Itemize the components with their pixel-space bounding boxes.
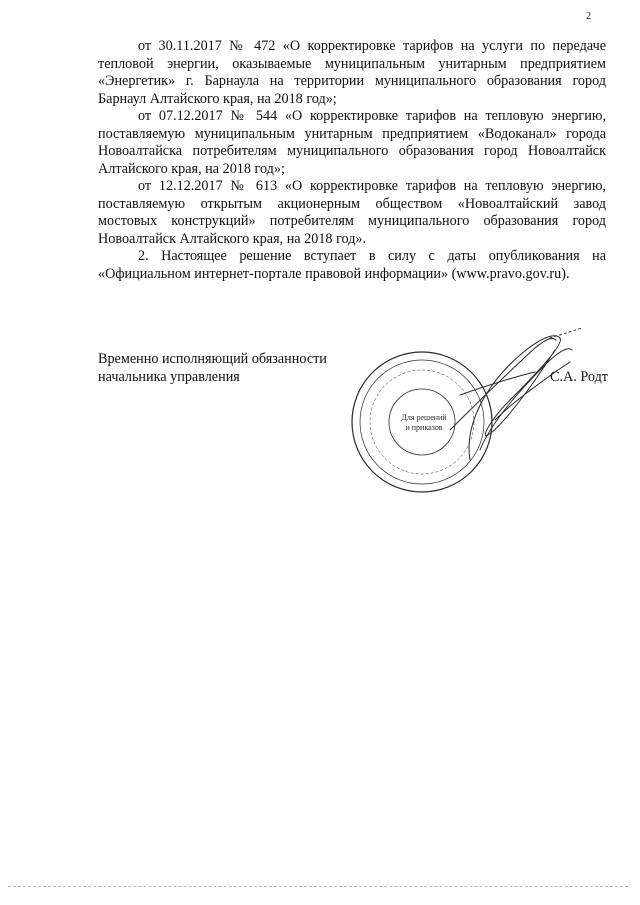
- round-stamp: [352, 352, 492, 492]
- document-body: [98, 38, 606, 283]
- page-number: 2: [586, 11, 591, 22]
- paragraph-order-544: от 07.12.2017 № 544 «О корректировке тарифов на тепловую энергию, поставляемую муниципальным унитарным предприятием «Водоканал» города Новоалтайска потребителям муниципального образования город Новоалтайск Алтайского края, на 2018 год»;: [98, 108, 606, 177]
- page-bottom-edge: [8, 886, 628, 887]
- paragraph-effective-date: 2. Настоящее решение вступает в силу с даты опубликования на «Официальном интернет-портале правовой информации» (www.pravo.gov.ru).: [98, 248, 606, 282]
- stamp-inner-text: Для решений и приказов: [401, 413, 447, 432]
- signer-name: С.А. Родт: [550, 368, 608, 385]
- paragraph-order-472: от 30.11.2017 № 472 «О корректировке тарифов на услуги по передаче тепловой энергии, оказываемые муниципальным унитарным предприятием «Энергетик» г. Барнаула на территории муниципального образования город Барнаул Алтайского края, на 2018 год»;: [98, 38, 606, 107]
- paragraph-order-613: от 12.12.2017 № 613 «О корректировке тарифов на тепловую энергию, поставляемую открытым акционерным обществом «Новоалтайский завод мостовых конструкций» потребителям муниципального образования город Новоалтайск Алтайского края, на 2018 год».: [98, 178, 606, 247]
- signer-position: Временно исполняющий обязанности начальника управления: [98, 351, 327, 385]
- handwritten-signature: [450, 328, 582, 460]
- official-stamp-and-signature: [320, 310, 610, 510]
- stamp-inner-label: [401, 413, 447, 432]
